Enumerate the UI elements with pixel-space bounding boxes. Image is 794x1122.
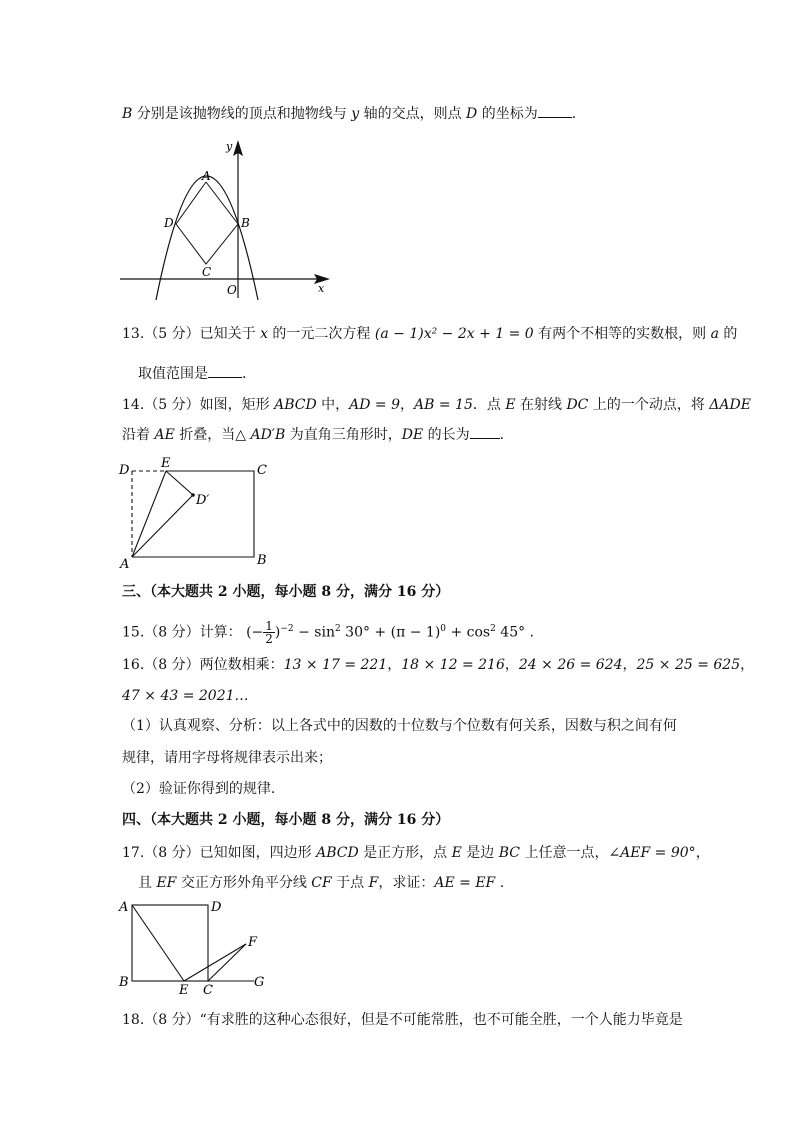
- text: 折叠，当△: [174, 427, 251, 443]
- score: （8 分）: [144, 624, 200, 641]
- label-c: C: [257, 463, 267, 478]
- q16-line-1: [122, 655, 754, 675]
- label-e: E: [161, 456, 171, 471]
- score: （5 分）: [144, 326, 200, 342]
- text: 是边: [461, 845, 499, 861]
- text: 取值范围是: [138, 366, 208, 382]
- answer-blank: [208, 363, 242, 378]
- conclusion: AE = EF: [434, 875, 496, 891]
- q16-line-2: [122, 686, 249, 706]
- score: （8 分）: [144, 657, 200, 673]
- label-d: D: [211, 900, 222, 915]
- cos-term: + cos: [446, 624, 491, 641]
- q17-line-2: [138, 873, 504, 893]
- text: 在射线: [515, 397, 567, 413]
- exponent: 0: [440, 624, 447, 634]
- score: （8 分）: [144, 1012, 200, 1028]
- text: .: [495, 875, 505, 891]
- text: .: [571, 106, 577, 122]
- frac-denominator: 2: [265, 632, 273, 647]
- q16-sub1-b: 规律，请用字母将规律表示出来；: [122, 750, 332, 766]
- q16-sub2: （2）验证你得到的规律.: [122, 781, 276, 797]
- text: 且: [138, 875, 157, 891]
- label-b: B: [119, 975, 129, 990]
- point-e: E: [451, 845, 462, 861]
- section-3-heading: 三、（本大题共 2 小题，每小题 8 分，满分 16 分）: [122, 584, 450, 600]
- triangle-ade: ΔADE: [709, 397, 751, 413]
- label-f: F: [248, 935, 258, 950]
- text: ，: [622, 657, 637, 673]
- exponent: 2: [490, 624, 496, 634]
- paren-open: (−: [246, 624, 264, 641]
- answer-blank: [538, 103, 572, 118]
- segment-ad-prime: [132, 495, 193, 557]
- equation: (a − 1)x² − 2x + 1 = 0: [374, 326, 534, 342]
- label-g: G: [254, 975, 265, 990]
- square-name: ABCD: [316, 845, 359, 861]
- text: ，: [504, 657, 519, 673]
- figure-parabola: [118, 138, 333, 303]
- label-a: A: [202, 169, 211, 183]
- paren-close: ): [274, 624, 281, 641]
- frac-numerator: 1: [265, 619, 273, 634]
- question-number: 15.: [122, 624, 145, 641]
- text: ，: [387, 657, 402, 673]
- text: 的一元二次方程: [267, 326, 375, 342]
- segment-ed-prime: [166, 471, 193, 495]
- text: 的长为: [423, 427, 470, 443]
- text: 上的一个动点，将: [588, 397, 710, 413]
- side-bc: BC: [498, 845, 520, 861]
- q15-line: [122, 616, 534, 646]
- q12-text-line: [122, 103, 576, 124]
- text: 是正方形，点: [358, 845, 452, 861]
- segment-cf: [208, 944, 246, 981]
- parabola-curve: [156, 176, 258, 300]
- triangle-adb: AD′B: [250, 427, 286, 443]
- text: 上任意一点，: [520, 845, 609, 861]
- q14-line-2: [122, 424, 504, 445]
- example-1: 13 × 17 = 221: [283, 657, 388, 673]
- point-b: B: [122, 106, 133, 122]
- text: ，: [695, 845, 710, 861]
- label-e: E: [179, 983, 189, 996]
- angle-aef: ∠AEF = 90°: [608, 845, 696, 861]
- question-number: 14.: [122, 397, 145, 413]
- q16-sub1-a: （1）认真观察、分析：以上各式中的因数的十位数与个位数有何关系，因数与积之间有何: [122, 718, 677, 734]
- label-b: B: [257, 553, 267, 568]
- text: 于点: [331, 875, 369, 891]
- sin-term: − sin: [293, 624, 335, 641]
- exponent: 2: [334, 624, 341, 634]
- label-y: y: [226, 140, 233, 153]
- text: ，: [740, 657, 755, 673]
- question-number: 16.: [122, 657, 145, 673]
- label-b: B: [241, 216, 250, 230]
- condition-ab: AB = 15: [414, 397, 473, 413]
- score: （8 分）: [144, 845, 200, 861]
- segment-ae: AE: [154, 427, 175, 443]
- example-5: 47 × 43 = 2021…: [122, 688, 249, 704]
- question-number: 18.: [122, 1012, 145, 1028]
- text: 为直角三角形时，: [285, 427, 402, 443]
- square-abcd: [132, 905, 208, 981]
- text: 两位数相乘：: [199, 657, 284, 673]
- point-d: D: [466, 106, 478, 122]
- example-4: 25 × 25 = 625: [636, 657, 741, 673]
- score: （5 分）: [144, 397, 200, 413]
- segment-ef: EF: [156, 875, 177, 891]
- segment-ae: [132, 471, 166, 557]
- fraction-half: [263, 620, 275, 645]
- section-4-heading: 四、（本大题共 2 小题，每小题 8 分，满分 16 分）: [122, 812, 450, 828]
- label-d-prime: D′: [196, 493, 210, 508]
- text: 计算：: [199, 624, 242, 641]
- question-number: 17.: [122, 845, 145, 861]
- segment-cf: CF: [311, 875, 332, 891]
- text: 45° .: [495, 624, 535, 641]
- pi-term: 30° + (π − 1): [340, 624, 441, 641]
- text: 已知关于: [199, 326, 261, 342]
- rhombus: [176, 182, 238, 264]
- text: 的坐标为: [477, 106, 538, 122]
- label-c: C: [203, 983, 213, 996]
- label-d: D: [119, 463, 130, 478]
- example-3: 24 × 26 = 624: [518, 657, 623, 673]
- q18-line: [122, 1010, 683, 1030]
- text: .: [499, 427, 505, 443]
- q14-line-1: [122, 395, 751, 415]
- q17-line-1: [122, 843, 710, 863]
- text: 轴的交点，则点: [359, 106, 467, 122]
- text: 已知如图，四边形: [199, 845, 317, 861]
- label-d: D: [164, 216, 174, 230]
- text: 分别是该抛物线的顶点和抛物线与: [132, 106, 352, 122]
- example-2: 18 × 12 = 216: [401, 657, 505, 673]
- rect-name: ABCD: [274, 397, 317, 413]
- text: 中，: [316, 397, 350, 413]
- exponent: −2: [280, 624, 294, 634]
- label-a: A: [120, 557, 130, 570]
- segment-ae: [132, 905, 184, 981]
- var-y: y: [351, 106, 360, 122]
- text: “有求胜的这种心态很好，但是不可能常胜，也不可能全胜，一个人能力毕竟是: [199, 1012, 683, 1028]
- segment-de: DE: [401, 427, 424, 443]
- text: .: [242, 366, 247, 382]
- answer-blank: [470, 424, 500, 439]
- label-x: x: [318, 282, 325, 295]
- question-number: 13.: [122, 326, 145, 342]
- text: 有两个不相等的实数根，则: [533, 326, 711, 342]
- point-f: F: [368, 875, 379, 891]
- condition-ad: AD = 9: [349, 397, 401, 413]
- text: 沿着: [122, 427, 155, 443]
- q13-line-2: [138, 363, 246, 384]
- text: 的: [718, 326, 738, 342]
- point-e: E: [505, 397, 516, 413]
- var-a: a: [710, 326, 719, 342]
- text: 交正方形外角平分线: [176, 875, 312, 891]
- text: ．点: [472, 397, 506, 413]
- text: ，: [400, 397, 415, 413]
- q13-line-1: [122, 324, 737, 344]
- text: 如图，矩形: [199, 397, 275, 413]
- label-c: C: [202, 265, 212, 279]
- var-x: x: [260, 326, 268, 342]
- rect-sides: [132, 471, 254, 557]
- figure-rectangle: [116, 454, 276, 570]
- text: ，求证：: [378, 875, 435, 891]
- label-a: A: [119, 900, 129, 915]
- ray-dc: DC: [566, 397, 589, 413]
- figure-square: [116, 896, 276, 996]
- segment-ef: [184, 944, 246, 981]
- label-o: O: [227, 283, 237, 297]
- point-d-prime: [191, 493, 195, 497]
